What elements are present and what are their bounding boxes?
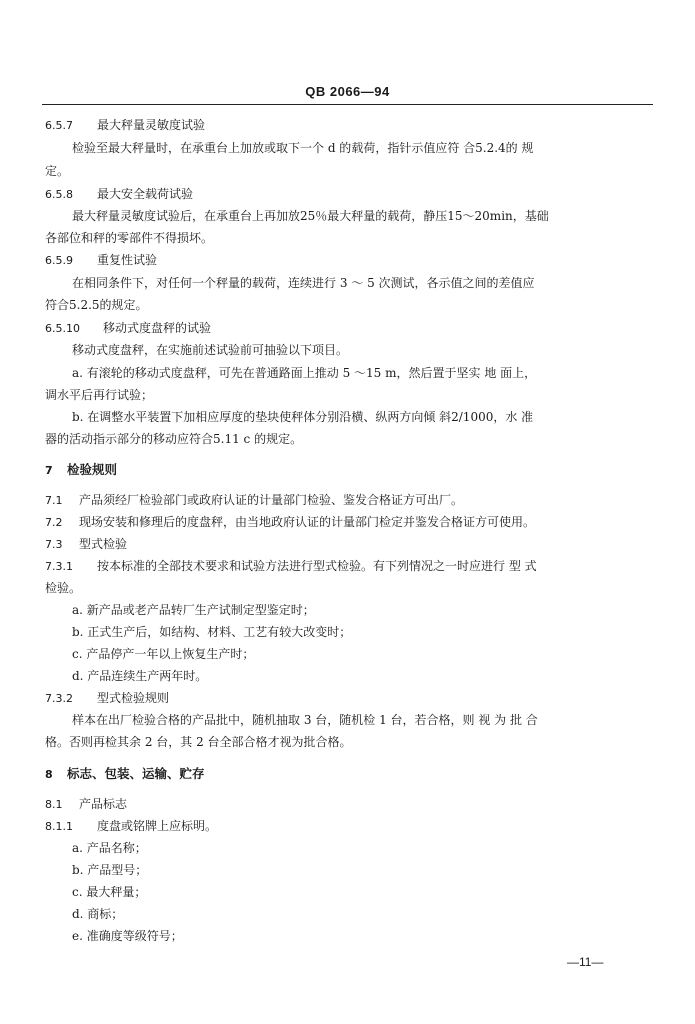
clause-text: 按本标准的全部技术要求和试验方法进行型式检验。有下列情况之一时应进行 型 式 [97, 559, 537, 573]
paragraph-line: 器的活动指示部分的移动应符合5.11 c 的规定。 [45, 432, 303, 446]
clause-title: 重复性试验 [97, 253, 158, 267]
section-title: 标志、包装、运输、贮存 [67, 766, 205, 781]
list-item: a. 有滚轮的移动式度盘秤，可先在普通路面上推动 5 ～15 m，然后置于坚实 地 面上， [72, 366, 537, 380]
clause-7-3 [45, 536, 127, 553]
clause-title: 型式检验 [79, 537, 128, 551]
clause-number: 7.3.1 [45, 560, 73, 573]
clause-number: 7.1 [45, 494, 63, 507]
paragraph-line: 在相同条件下，对任何一个秤量的载荷，连续进行 3 ～ 5 次测试，各示值之间的差值应 [72, 276, 535, 290]
clause-6-5-9 [45, 252, 157, 269]
list-item: d. 产品连续生产两年时。 [72, 669, 208, 683]
paragraph-line: 定。 [45, 164, 70, 178]
clause-8-1 [45, 796, 127, 813]
clause-title: 产品标志 [79, 797, 128, 811]
section-title: 检验规则 [67, 462, 118, 477]
list-item: a. 产品名称； [72, 841, 147, 855]
clause-7-3-2 [45, 690, 169, 707]
clause-6-5-7 [45, 117, 205, 134]
paragraph-line: 移动式度盘秤，在实施前述试验前可抽验以下项目。 [72, 343, 349, 357]
list-item: e. 准确度等级符号； [72, 929, 183, 943]
clause-6-5-10 [45, 320, 211, 337]
clause-number: 6.5.7 [45, 119, 73, 132]
section-number: 7 [45, 464, 53, 477]
clause-7-3-1 [45, 558, 537, 575]
clause-number: 6.5.8 [45, 188, 73, 201]
clause-number: 6.5.9 [45, 254, 73, 267]
list-item: c. 最大秤量； [72, 885, 147, 899]
clause-number: 7.3 [45, 538, 63, 551]
clause-title: 移动式度盘秤的试验 [103, 321, 212, 335]
running-header: QB 2066—94 [305, 84, 390, 99]
list-item: d. 商标； [72, 907, 124, 921]
clause-title: 最大安全载荷试验 [97, 187, 194, 201]
section-number: 8 [45, 768, 53, 781]
paragraph-line: 样本在出厂检验合格的产品批中，随机抽取 3 台，随机检 1 台，若合格，则 视 为 批 合 [72, 713, 538, 727]
clause-number: 7.2 [45, 516, 63, 529]
clause-7-1 [45, 492, 463, 509]
paragraph-line: 最大秤量灵敏度试验后，在承重台上再加放25％最大秤量的载荷，静压15～20min，基础 [72, 209, 549, 223]
clause-number: 6.5.10 [45, 322, 80, 335]
section-7-heading [45, 462, 117, 479]
clause-7-2 [45, 514, 535, 531]
clause-8-1-1 [45, 818, 217, 835]
list-item: a. 新产品或老产品转厂生产试制定型鉴定时； [72, 603, 315, 617]
list-item: c. 产品停产一年以上恢复生产时； [72, 647, 255, 661]
clause-text: 度盘或铭牌上应标明。 [97, 819, 218, 833]
clause-number: 8.1 [45, 798, 63, 811]
clause-number: 7.3.2 [45, 692, 73, 705]
paragraph-line: 检验。 [45, 581, 82, 595]
header-rule [42, 104, 653, 105]
section-8-heading [45, 766, 205, 783]
list-item: b. 正式生产后，如结构、材料、工艺有较大改变时； [72, 625, 352, 639]
paragraph-line: 符合5.2.5的规定。 [45, 298, 148, 312]
list-item: b. 在调整水平装置下加相应厚度的垫块使秤体分别沿横、纵两方向倾 斜2/1000，水 准 [72, 410, 534, 424]
list-item: b. 产品型号； [72, 863, 148, 877]
paragraph-line: 检验至最大秤量时，在承重台上加放或取下一个 d 的载荷，指针示值应符 合5.2.4的 规 [72, 141, 534, 155]
clause-number: 8.1.1 [45, 820, 73, 833]
paragraph-line: 各部位和秤的零部件不得损坏。 [45, 231, 214, 245]
paragraph-line: 格。否则再检其余 2 台，其 2 台全部合格才视为批合格。 [45, 735, 352, 749]
clause-title: 最大秤量灵敏度试验 [97, 118, 206, 132]
page-number: —11— [567, 955, 604, 969]
paragraph-line: 调水平后再行试验； [45, 388, 154, 402]
clause-6-5-8 [45, 186, 193, 203]
clause-text: 现场安装和修理后的度盘秤，由当地政府认证的计量部门检定并鉴发合格证方可使用。 [79, 515, 536, 529]
clause-title: 型式检验规则 [97, 691, 170, 705]
clause-text: 产品须经厂检验部门或政府认证的计量部门检验、鉴发合格证方可出厂。 [79, 493, 464, 507]
